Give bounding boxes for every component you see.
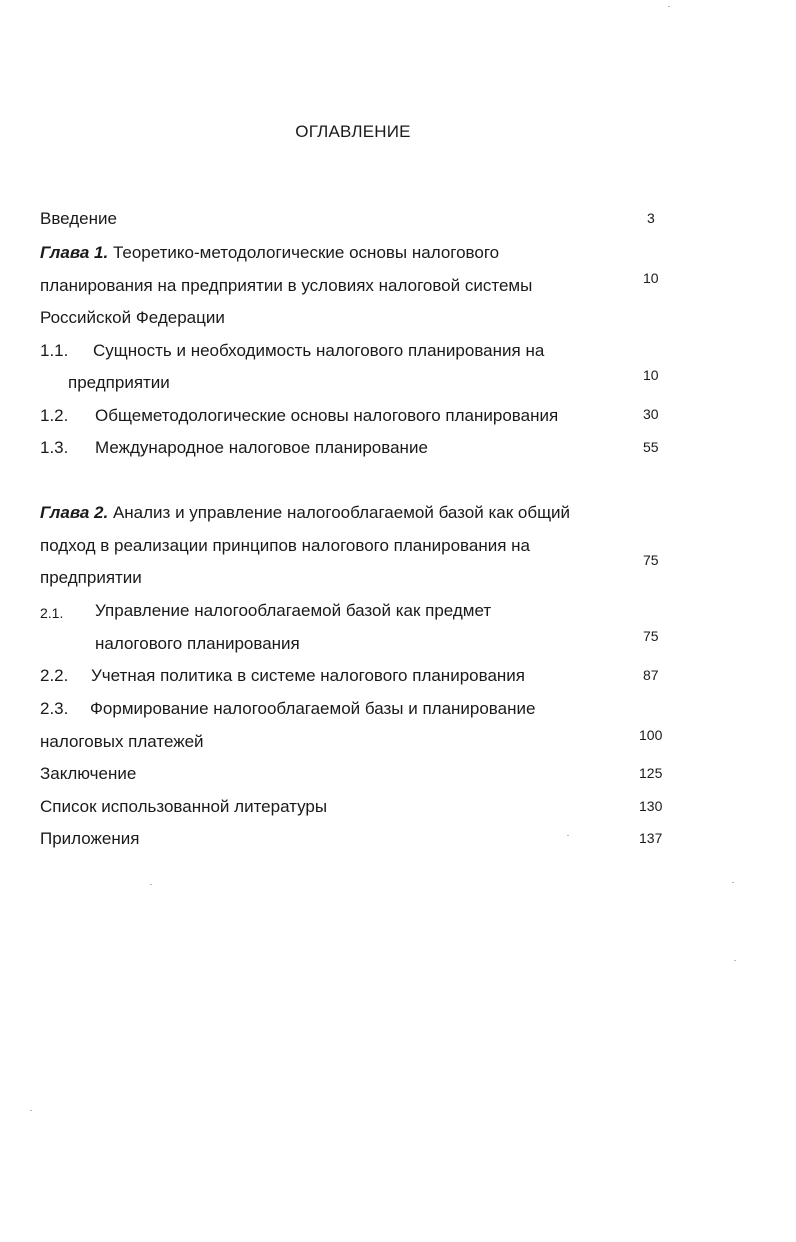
toc-section-2-3-line1: Формирование налогооблагаемой базы и планирование <box>90 699 536 718</box>
toc-section-1-1-line1: Сущность и необходимость налогового планирования на <box>93 341 545 360</box>
chapter2-prefix: Глава 2. <box>40 503 109 522</box>
toc-section-1-3-line1: Международное налоговое планирование <box>95 438 428 457</box>
toc-chapter2-line1 <box>40 503 570 523</box>
toc-entry-references: Список использованной литературы <box>40 797 328 816</box>
toc-section-1-2-line1: Общеметодологические основы налогового планирования <box>95 406 559 425</box>
chapter1-title-part1: Теоретико-методологические основы налогового <box>112 243 500 262</box>
toc-entry-conclusion: Заключение <box>40 764 137 783</box>
toc-page-1-3: 55 <box>643 439 659 455</box>
toc-section-1-3-num: 1.3. <box>40 438 69 457</box>
toc-page-chapter2: 75 <box>643 552 659 568</box>
toc-page-references: 130 <box>639 798 663 814</box>
page-title: ОГЛАВЛЕНИЕ <box>295 122 411 141</box>
toc-section-2-2-num: 2.2. <box>40 666 69 685</box>
toc-section-2-1-line1: Управление налогооблагаемой базой как предмет <box>95 601 492 620</box>
toc-section-2-3-num: 2.3. <box>40 699 69 718</box>
scan-speck <box>567 835 569 836</box>
toc-section-2-3-line2: налоговых платежей <box>40 732 204 751</box>
scan-speck <box>732 882 734 883</box>
scan-speck <box>30 1110 32 1111</box>
scan-speck <box>734 960 736 961</box>
chapter2-title-part1: Анализ и управление налогооблагаемой базой как общий <box>112 503 571 522</box>
toc-page-appendices: 137 <box>639 830 663 846</box>
toc-chapter2-line2: подход в реализации принципов налогового планирования на <box>40 536 530 555</box>
toc-page-2-1: 75 <box>643 628 659 644</box>
toc-page-intro: 3 <box>647 210 655 226</box>
toc-page-1-2: 30 <box>643 406 659 422</box>
toc-chapter2-line3: предприятии <box>40 568 142 587</box>
toc-chapter1-line2: планирования на предприятии в условиях налоговой системы <box>40 276 533 295</box>
toc-entry-intro: Введение <box>40 209 117 228</box>
toc-section-2-2-line1: Учетная политика в системе налогового планирования <box>91 666 525 685</box>
toc-section-2-1-line2: налогового планирования <box>95 634 300 653</box>
toc-page-1-1: 10 <box>643 367 659 383</box>
toc-page-2-2: 87 <box>643 667 659 683</box>
toc-page-chapter1: 10 <box>643 270 659 286</box>
toc-page-2-3: 100 <box>639 727 663 743</box>
toc-chapter1-line3: Российской Федерации <box>40 308 225 327</box>
toc-section-1-2-num: 1.2. <box>40 406 69 425</box>
toc-section-1-1-num: 1.1. <box>40 341 69 360</box>
toc-page-conclusion: 125 <box>639 765 663 781</box>
scan-speck <box>668 6 670 7</box>
toc-entry-appendices: Приложения <box>40 829 140 848</box>
toc-chapter1-line1 <box>40 243 499 263</box>
toc-section-1-1-line2: предприятии <box>68 373 170 392</box>
toc-section-2-1-num: 2.1. <box>40 605 64 621</box>
chapter1-prefix: Глава 1. <box>40 243 109 262</box>
scan-speck <box>150 884 152 885</box>
